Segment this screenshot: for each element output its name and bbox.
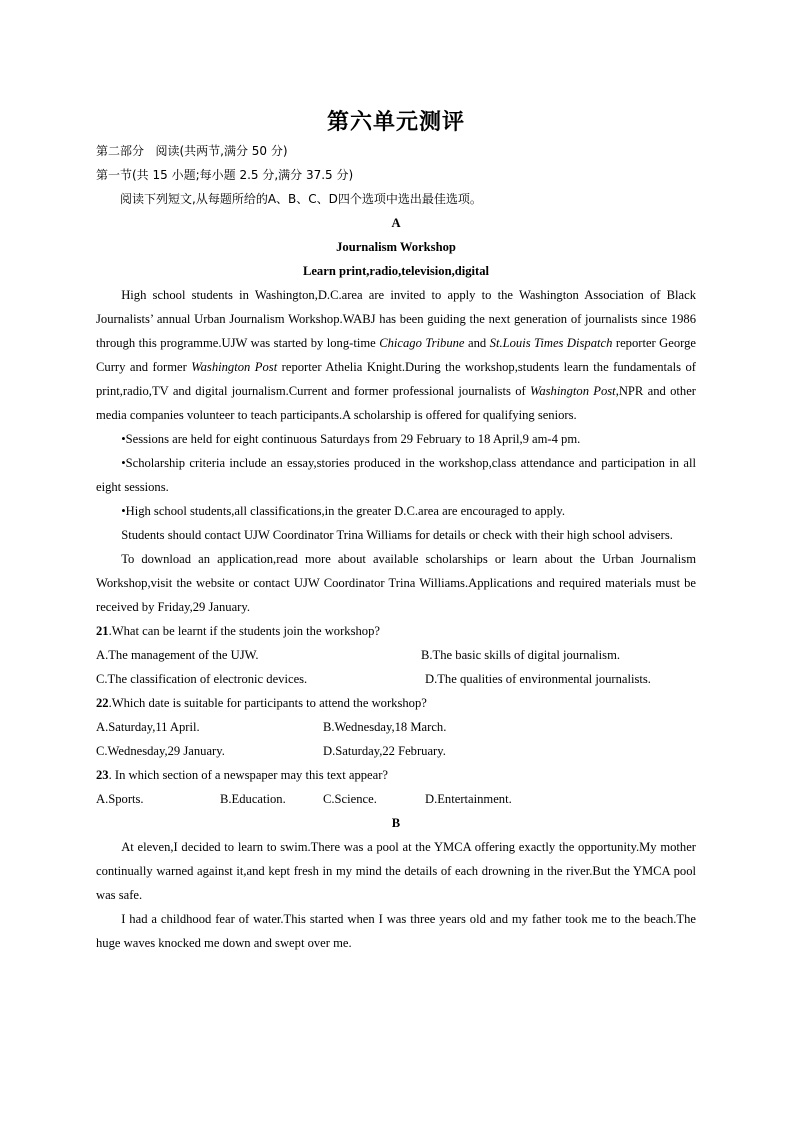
option-b[interactable]: B.Education. — [220, 792, 286, 806]
question-number: 21 — [96, 624, 109, 638]
newspaper-name: Chicago Tribune — [379, 336, 465, 350]
option-c[interactable]: C.Science. — [323, 792, 377, 806]
newspaper-name: St.Louis Times Dispatch — [489, 336, 613, 350]
question-21 — [96, 619, 696, 643]
page-title: 第六单元测评 — [326, 109, 465, 135]
option-a[interactable]: A.Saturday,11 April. — [96, 720, 200, 734]
question-22-options-row — [96, 715, 696, 739]
question-number: 23 — [96, 768, 109, 782]
question-text: .What can be learnt if the students join the workshop? — [108, 624, 380, 638]
question-22 — [96, 691, 696, 715]
passage-b-letter: B — [391, 816, 401, 830]
option-b[interactable]: B.The basic skills of digital journalism. — [421, 648, 621, 662]
option-b[interactable]: B.Wednesday,18 March. — [323, 720, 447, 734]
question-number: 22 — [96, 696, 109, 710]
passage-a-title: Journalism Workshop — [336, 240, 456, 254]
passage-b-paragraph-1: At eleven,I decided to learn to swim.There was a pool at the YMCA offering exactly the opportunity.My mother continually warned against it,and kept fresh in my mind the details of each drowning in the river.But the YMCA pool was safe. — [96, 840, 696, 902]
section-heading: 第一节(共 15 小题;每小题 2.5 分,满分 37.5 分) — [96, 168, 354, 182]
part-label: 第二部分 — [96, 144, 145, 158]
option-a[interactable]: A.The management of the UJW. — [96, 648, 259, 662]
question-21-options-row — [96, 667, 696, 691]
passage-b-paragraph-2: I had a childhood fear of water.This started when I was three years old and my father took me to the beach.The huge waves knocked me down and swept over me. — [96, 912, 696, 950]
option-d[interactable]: D.Entertainment. — [425, 792, 512, 806]
instruction-text: 阅读下列短文,从每题所给的A、B、C、D四个选项中选出最佳选项。 — [120, 192, 482, 206]
newspaper-name: Washington Post — [191, 360, 278, 374]
bullet-item: •Sessions are held for eight continuous Saturdays from 29 February to 18 April,9 am-4 pm. — [121, 432, 581, 446]
question-21-options-row — [96, 643, 696, 667]
option-d[interactable]: D.Saturday,22 February. — [323, 744, 446, 758]
passage-a-paragraph-1: High school students in Washington,D.C.area are invited to apply to the Washington Association of Black Journalists’ annual Urban Journalism Workshop.WABJ has been guiding the next generation of journalists since 1986 through this programme.UJW was started by long-time Chicago Tribune and St.Louis Times Dispatch reporter George Curry and former Washington Post reporter Athelia Knight.During the workshop,students learn the fundamentals of print,radio,TV and digital journalism.Current and former professional journalists of Washington Post,NPR and other media companies volunteer to teach participants.A scholarship is offered for qualifying seniors. — [96, 288, 697, 422]
passage-a-paragraph-2: Students should contact UJW Coordinator Trina Williams for details or check with their high school advisers. — [121, 528, 673, 542]
question-text: .Which date is suitable for participants to attend the workshop? — [108, 696, 427, 710]
passage-a-subtitle: Learn print,radio,television,digital — [302, 264, 490, 278]
option-c[interactable]: C.Wednesday,29 January. — [96, 744, 225, 758]
part-text: 阅读(共两节,满分 50 分) — [155, 144, 288, 158]
option-a[interactable]: A.Sports. — [96, 792, 144, 806]
bullet-item: •High school students,all classifications,in the greater D.C.area are encouraged to apply. — [121, 504, 566, 518]
question-23 — [96, 763, 696, 787]
option-c[interactable]: C.The classification of electronic devices. — [96, 672, 308, 686]
passage-a-letter: A — [391, 216, 401, 230]
question-22-options-row — [96, 739, 696, 763]
option-d[interactable]: D.The qualities of environmental journalists. — [425, 672, 651, 686]
question-text: . In which section of a newspaper may this text appear? — [108, 768, 389, 782]
part-heading — [96, 139, 696, 163]
newspaper-name: Washington Post — [529, 384, 616, 398]
passage-a-paragraph-3: To download an application,read more about available scholarships or learn about the Urban Journalism Workshop,visit the website or contact UJW Coordinator Trina Williams.Applications and required materials must be received by Friday,29 January. — [96, 552, 696, 614]
question-23-options-row — [96, 787, 696, 811]
bullet-item: •Scholarship criteria include an essay,stories produced in the workshop,class attendance and participation in all eight sessions. — [96, 456, 696, 494]
exam-page — [96, 105, 696, 955]
